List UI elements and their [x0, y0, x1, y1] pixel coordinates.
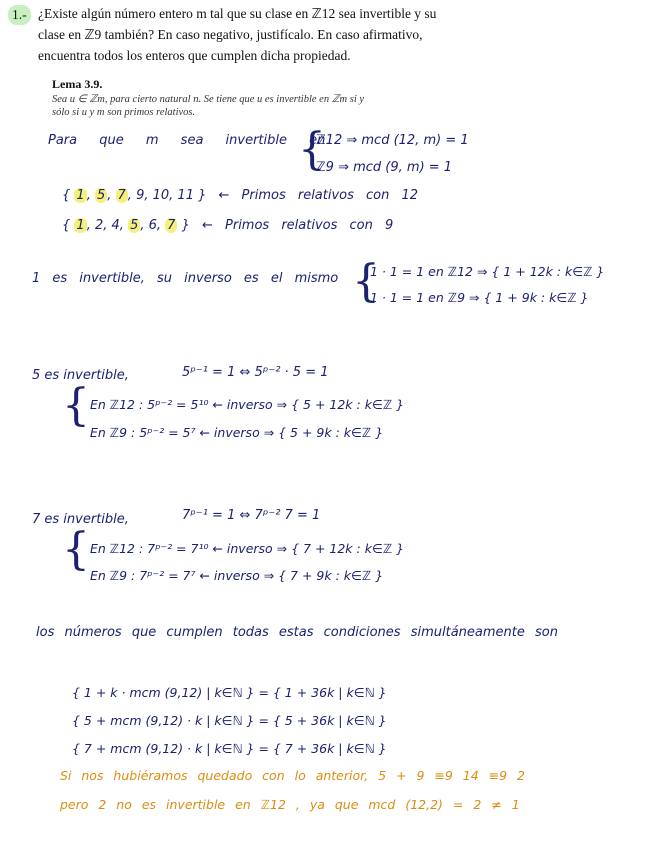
- set9-item: 4: [111, 218, 120, 233]
- seven-z9: En ℤ9 : 7ᵖ⁻² = 7⁷ ← inverso ⇒ { 7 + 9k : k∈ℤ }: [90, 568, 384, 583]
- remark-line-2: pero 2 no es invertible en ℤ12 , ya que mcd (12,2) = 2 ≠ 1: [60, 797, 520, 812]
- one-z12: 1 · 1 = 1 en ℤ12 ⇒ { 1 + 12k : k∈ℤ }: [370, 264, 605, 279]
- one-invertible: 1 es invertible, su inverso es el mismo: [32, 271, 339, 286]
- result-5: { 5 + mcm (9,12) · k | k∈ℕ } = { 5 + 36k | k∈ℕ }: [72, 713, 387, 728]
- set9-item: 6: [148, 218, 157, 233]
- set12-item: 7: [117, 188, 126, 203]
- result-7: { 7 + mcm (9,12) · k | k∈ℕ } = { 7 + 36k | k∈ℕ }: [72, 741, 387, 756]
- seven-z12: En ℤ12 : 7ᵖ⁻² = 7¹⁰ ← inverso ⇒ { 7 + 12k : k∈ℤ }: [90, 541, 405, 556]
- condition-z12: ℤ12 ⇒ mcd (12, m) = 1: [316, 133, 469, 148]
- set9-item: 2: [94, 218, 104, 233]
- coprime-set-9: { 1 , 2, 4, 5 , 6, 7 } ← Primos relativos con 9: [62, 218, 394, 233]
- para-que-line: Para que m sea invertible en: [48, 133, 326, 148]
- set9-item: 7: [167, 218, 176, 233]
- problem-number: 1.-: [8, 5, 31, 25]
- set9-item: 5: [130, 218, 139, 233]
- five-invertible: 5 es invertible,: [32, 368, 129, 383]
- set12-item: 9: [136, 188, 145, 203]
- five-z12: En ℤ12 : 5ᵖ⁻² = 5¹⁰ ← inverso ⇒ { 5 + 12k : k∈ℤ }: [90, 397, 405, 412]
- set12-tail: } ← Primos relativos con 12: [198, 188, 419, 203]
- brace-five: {: [62, 380, 90, 431]
- set9-tail: } ← Primos relativos con 9: [181, 218, 394, 233]
- problem-line-2: clase en ℤ9 también? En caso negativo, justifícalo. En caso afirmativo,: [38, 27, 423, 42]
- problem-line-3: encuentra todos los enteros que cumplen dicha propiedad.: [38, 48, 351, 63]
- one-z9: 1 · 1 = 1 en ℤ9 ⇒ { 1 + 9k : k∈ℤ }: [370, 290, 589, 305]
- set12-item: 5: [96, 188, 106, 203]
- five-z9: En ℤ9 : 5ᵖ⁻² = 5⁷ ← inverso ⇒ { 5 + 9k : k∈ℤ }: [90, 425, 384, 440]
- set12-item: 1: [76, 188, 85, 203]
- lema-line-2: sólo si u y m son primos relativos.: [52, 107, 196, 118]
- brace-one: {: [352, 256, 380, 307]
- set12-item: 11: [177, 188, 194, 203]
- five-fermat: 5ᵖ⁻¹ = 1 ⇔ 5ᵖ⁻² · 5 = 1: [182, 365, 329, 380]
- set9-item: 1: [76, 218, 85, 233]
- seven-fermat: 7ᵖ⁻¹ = 1 ⇔ 7ᵖ⁻² 7 = 1: [182, 508, 321, 523]
- result-1: { 1 + k · mcm (9,12) | k∈ℕ } = { 1 + 36k | k∈ℕ }: [72, 685, 387, 700]
- lema-line-1: Sea u ∈ ℤm, para cierto natural n. Se tiene que u es invertible en ℤm si y: [52, 94, 365, 105]
- set12-item: 10: [152, 188, 170, 203]
- lema-title: Lema 3.9.: [52, 77, 103, 91]
- remark-line-1: Si nos hubiéramos quedado con lo anterior, 5 + 9 ≡9 14 ≡9 2: [60, 768, 525, 783]
- conclusion-line: los números que cumplen todas estas condiciones simultáneamente son: [36, 625, 558, 640]
- brace-seven: {: [62, 524, 90, 575]
- problem-line-1: ¿Existe algún número entero m tal que su clase en ℤ12 sea invertible y su: [38, 6, 437, 21]
- seven-invertible: 7 es invertible,: [32, 512, 129, 527]
- coprime-set-12: { 1 , 5 , 7 , 9, 10, 11 } ← Primos relativos con 12: [62, 188, 419, 203]
- brace-conditions: {: [298, 124, 326, 175]
- condition-z9: ℤ9 ⇒ mcd (9, m) = 1: [316, 160, 453, 175]
